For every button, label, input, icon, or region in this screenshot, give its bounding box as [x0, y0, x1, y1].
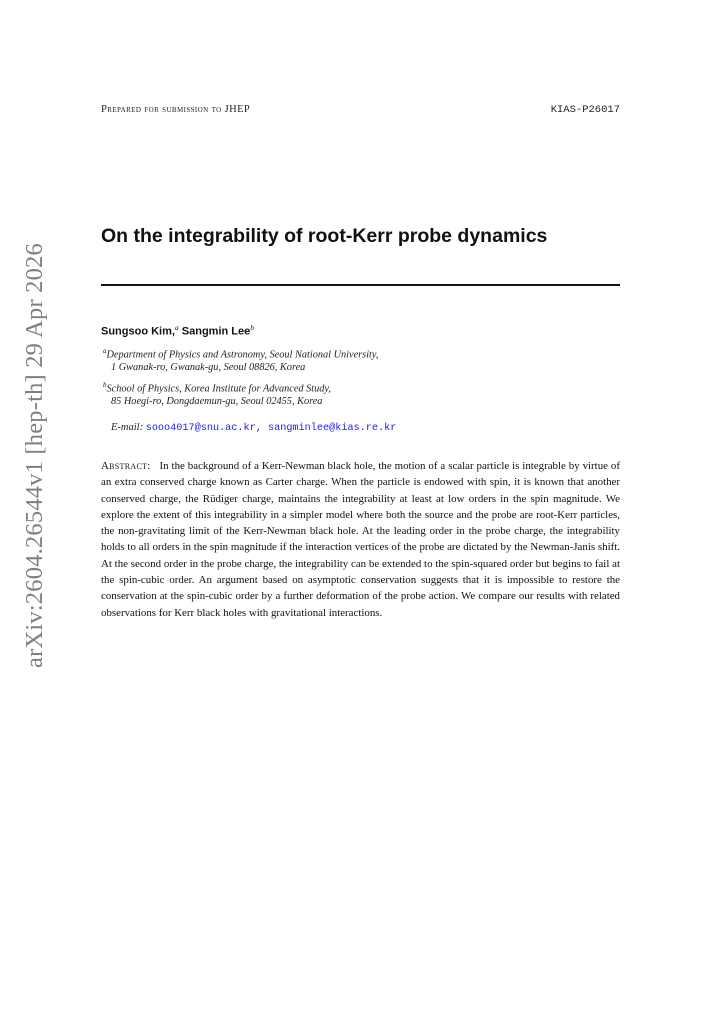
- affiliation-a: [103, 347, 379, 373]
- affiliation-mark: b: [103, 381, 107, 389]
- report-number: KIAS-P26017: [550, 104, 620, 116]
- affiliation-line: Department of Physics and Astronomy, Seoul National University,: [106, 349, 379, 361]
- email-label: E-mail:: [111, 422, 144, 433]
- submission-note: Prepared for submission to JHEP: [101, 104, 251, 115]
- email-addresses[interactable]: sooo4017@snu.ac.kr, sangminlee@kias.re.kr: [145, 423, 397, 434]
- author-name: Sangmin Lee: [181, 325, 251, 338]
- author-name: Sungsoo Kim,: [101, 325, 175, 338]
- affiliation-mark: a: [174, 323, 179, 332]
- abstract-text: In the background of a Kerr-Newman black hole, the motion of a scalar particle is integrable by virtue of an extra conserved charge known as Carter charge. When the particle is endowed with spin, it is known that another conserved charge, the Rüdiger charge, maintains the integrability at least at low orders in the spin magnitude. We explore the extent of this integrability in a simpler model where both the source and the probe are root-Kerr particles, the non-gravitating limit of the Kerr-Newman black hole. At the leading order in the probe charge, the integrability holds to all orders in the spin magnitude if the interaction vertices of the probe are dictated by the Newman-Janis shift. At the second order in the probe charge, the integrability can be extended to the spin-squared order but begins to fail at the spin-cubic order. An argument based on asymptotic conservation suggests that it is impossible to restore the conservation at the spin-cubic order by a further deformation of the probe action. We compare our results with related observations for Kerr black holes with gravitational interactions.: [101, 460, 620, 619]
- abstract-label: Abstract:: [101, 460, 151, 472]
- abstract: [101, 458, 620, 621]
- affiliation-b: [103, 381, 331, 407]
- affiliation-line: 85 Hoegi-ro, Dongdaemun-gu, Seoul 02455, Korea: [111, 396, 323, 408]
- affiliation-mark: b: [250, 323, 254, 332]
- author-list: [101, 323, 254, 338]
- arxiv-stamp: arXiv:2604.26544v1 [hep-th] 29 Apr 2026: [21, 243, 48, 668]
- title-rule: [101, 284, 620, 286]
- paper-title: On the integrability of root-Kerr probe dynamics: [101, 225, 548, 247]
- affiliation-line: 1 Gwanak-ro, Gwanak-gu, Seoul 08826, Korea: [111, 362, 306, 374]
- affiliation-mark: a: [103, 347, 107, 355]
- affiliation-line: School of Physics, Korea Institute for Advanced Study,: [106, 383, 331, 395]
- email-line: [111, 422, 396, 434]
